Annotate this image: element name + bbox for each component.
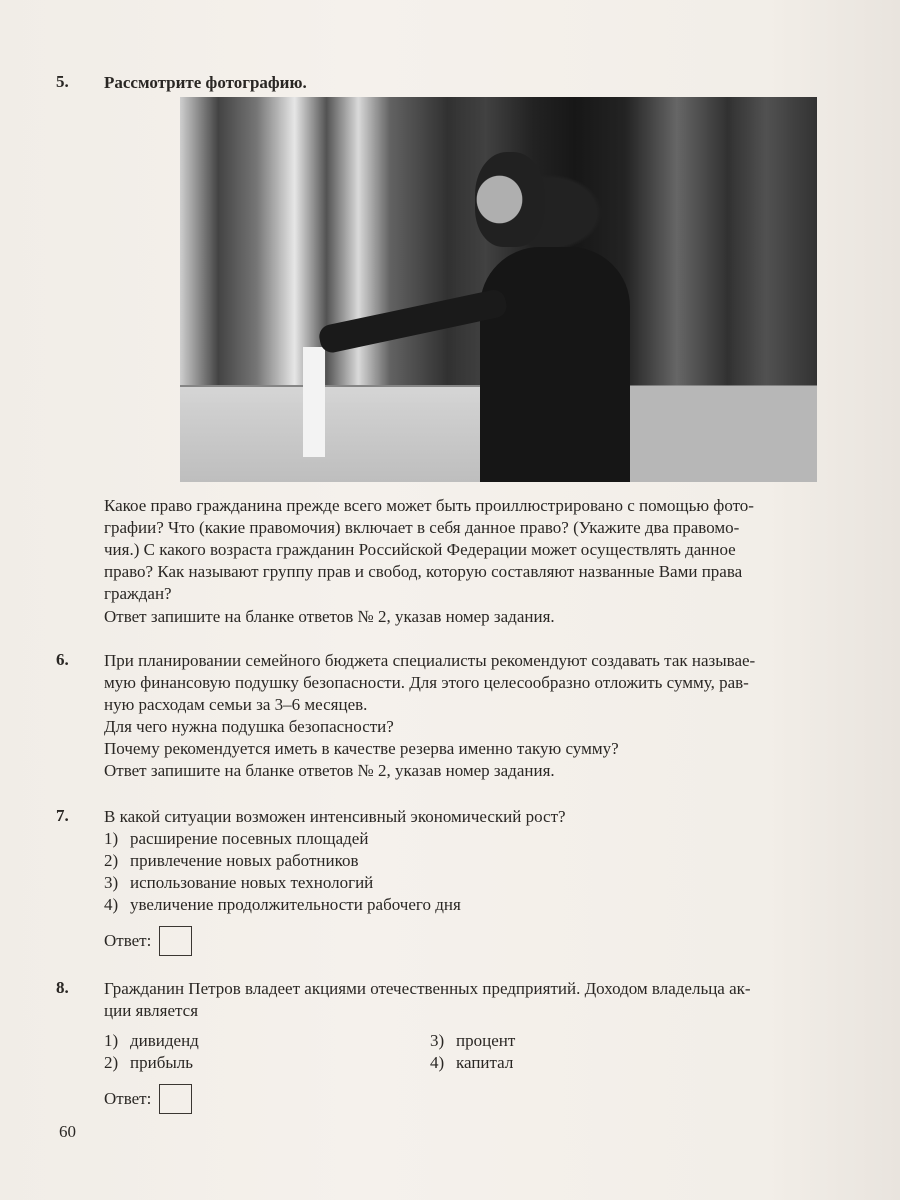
- option-1: [104, 828, 894, 850]
- option-3: [104, 872, 894, 894]
- text-line: граждан?: [104, 584, 172, 603]
- task-number: 8.: [56, 978, 69, 997]
- ballot-box: [180, 385, 510, 482]
- option-text: расширение посевных площадей: [130, 829, 369, 848]
- option-text: использование новых технологий: [130, 873, 374, 892]
- task-5-question: [104, 495, 894, 628]
- option-text: процент: [456, 1031, 516, 1050]
- answer-box[interactable]: [159, 926, 192, 956]
- task-number: 6.: [56, 650, 69, 669]
- text-line: ную расходам семьи за 3–6 месяцев.: [104, 695, 368, 714]
- task-number: 7.: [56, 806, 69, 825]
- page-number: 60: [59, 1122, 76, 1141]
- answer-box[interactable]: [159, 1084, 192, 1114]
- option-text: увеличение продолжительности рабочего дня: [130, 895, 461, 914]
- task-number: 5.: [56, 72, 69, 91]
- option-text: капитал: [456, 1053, 514, 1072]
- text-line: право? Как называют группу прав и свобод, которую составляют названные Вами права: [104, 562, 743, 581]
- options-list: [104, 828, 894, 916]
- option-number: 4): [430, 1053, 445, 1072]
- answer-instruction: Ответ запишите на бланке ответов № 2, указав номер задания.: [104, 761, 555, 780]
- option-1: [104, 1030, 430, 1052]
- question-line: Для чего нужна подушка безопасности?: [104, 717, 394, 736]
- answer-row: [104, 1084, 894, 1114]
- text-line: Гражданин Петров владеет акциями отечественных предприятий. Доходом владельца ак-: [104, 979, 751, 998]
- option-number: 1): [104, 1031, 119, 1050]
- answer-label: Ответ:: [104, 1089, 152, 1108]
- option-2: [104, 1052, 430, 1074]
- options-grid: [104, 1030, 894, 1074]
- task-7-body: [104, 806, 894, 956]
- question-text: В какой ситуации возможен интенсивный экономический рост?: [104, 807, 566, 826]
- option-number: 3): [104, 873, 119, 892]
- text-line: чия.) С какого возраста гражданин Российской Федерации может осуществлять данное: [104, 540, 736, 559]
- option-text: дивиденд: [130, 1031, 199, 1050]
- text-line: графии? Что (какие правомочия) включает в себя данное право? (Укажите два правомо-: [104, 518, 740, 537]
- task-title: Рассмотрите фотографию.: [104, 73, 307, 92]
- voter-head: [475, 152, 545, 247]
- option-number: 2): [104, 1053, 119, 1072]
- task-8-body: [104, 978, 894, 1114]
- option-number: 2): [104, 851, 119, 870]
- option-number: 1): [104, 829, 119, 848]
- task-6-text: [104, 650, 894, 782]
- option-4: [104, 894, 894, 916]
- option-text: прибыль: [130, 1053, 194, 1072]
- answer-label: Ответ:: [104, 931, 152, 950]
- option-2: [104, 850, 894, 872]
- option-number: 3): [430, 1031, 445, 1050]
- text-line: мую финансовую подушку безопасности. Для этого целесообразно отложить сумму, рав-: [104, 673, 749, 692]
- ballot-paper: [303, 347, 325, 457]
- answer-instruction: Ответ запишите на бланке ответов № 2, указав номер задания.: [104, 607, 555, 626]
- question-line: Почему рекомендуется иметь в качестве резерва именно такую сумму?: [104, 739, 619, 758]
- option-text: привлечение новых работников: [130, 851, 359, 870]
- text-line: Какое право гражданина прежде всего может быть проиллюстрировано с помощью фото-: [104, 496, 754, 515]
- option-4: [430, 1052, 894, 1074]
- answer-row: [104, 926, 894, 956]
- photo-voter-ballot-box: [180, 97, 817, 482]
- option-number: 4): [104, 895, 119, 914]
- text-line: При планировании семейного бюджета специалисты рекомендуют создавать так называе-: [104, 651, 756, 670]
- option-3: [430, 1030, 894, 1052]
- text-line: ции является: [104, 1001, 199, 1020]
- voter-figure: [480, 247, 630, 482]
